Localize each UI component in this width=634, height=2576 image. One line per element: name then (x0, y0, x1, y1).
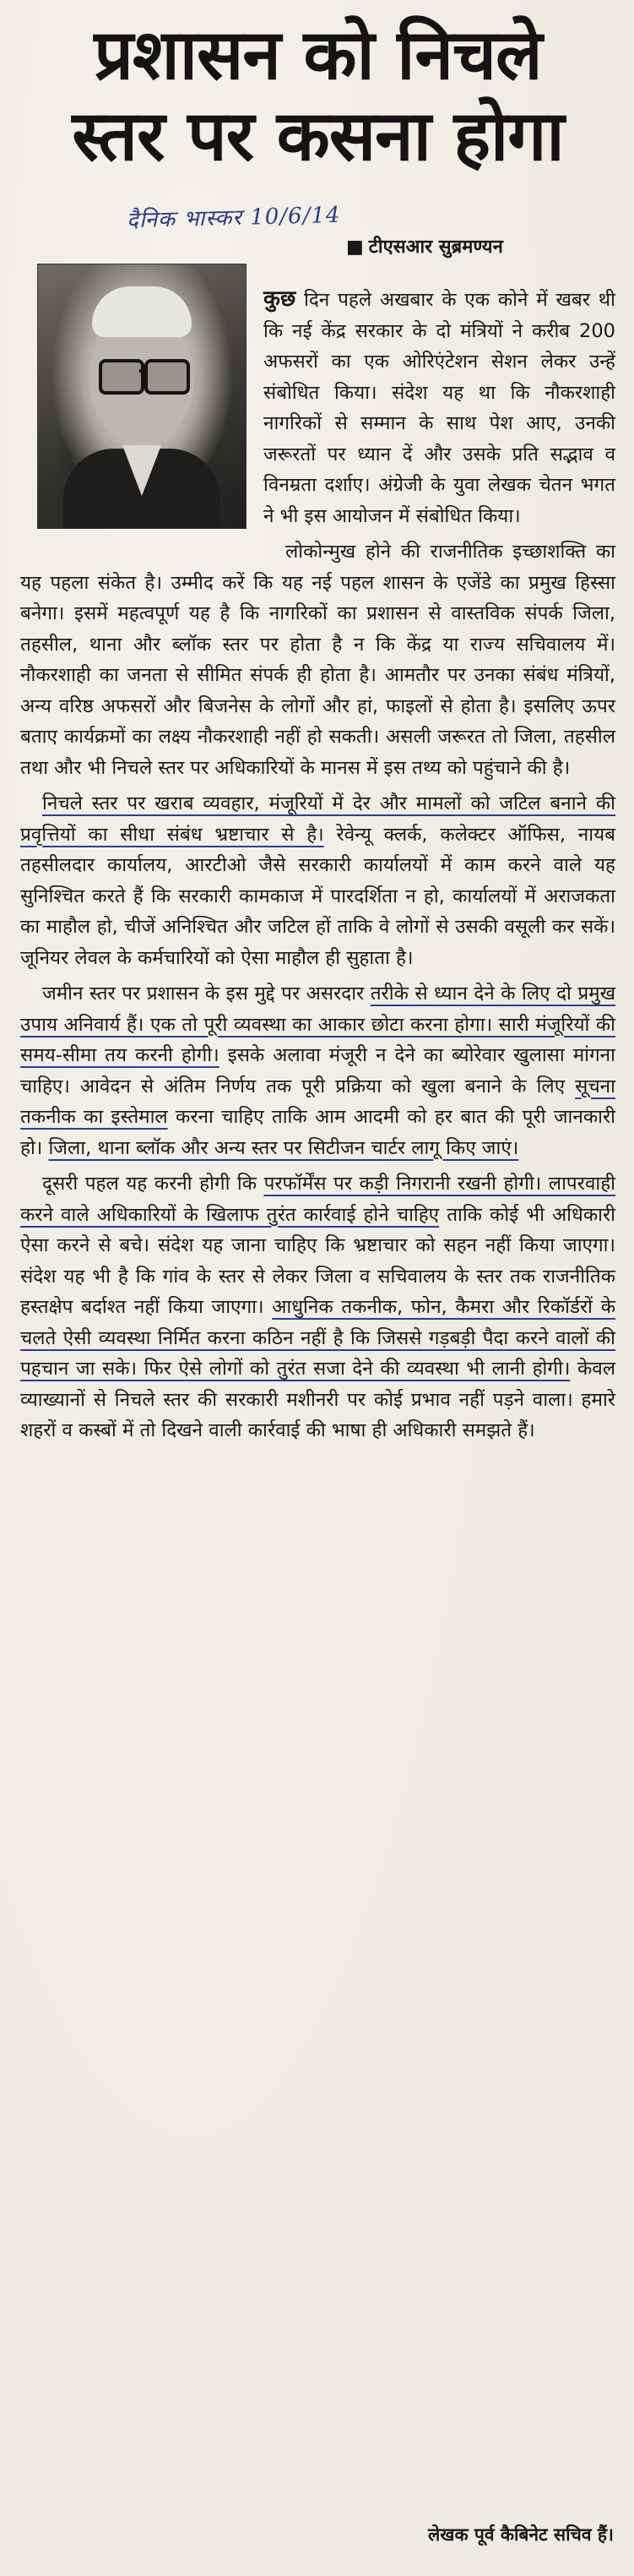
paragraph-5-underlined-1: परफॉर्मेंस पर कड़ी निगरानी रखनी होगी। लापरवाही करने वाले अधिकारियों के खिलाफ तुरंत कार्रवाई होने चाहिए (20, 1173, 615, 1226)
paragraph-4-underlined-3: जिला, थाना ब्लॉक और अन्य स्तर पर सिटीजन चार्टर लागू किए जाएं। (48, 1136, 519, 1159)
author-credit: लेखक पूर्व कैबिनेट सचिव हैं। (428, 2524, 614, 2545)
byline-bullet: ■ (346, 237, 364, 258)
paragraph-4-c: करना चाहिए ताकि आम आदमी को हर बात की पूरी जानकारी हो। (20, 1106, 615, 1159)
headline (22, 15, 614, 177)
byline (346, 233, 503, 259)
photo-wrap-spacer (20, 284, 263, 539)
paragraph-5-b: ताकि कोई भी अधिकारी ऐसा करने से बचे। संदेश यह जाना चाहिए कि भ्रष्टाचार को सहन नहीं किया जाएगा। संदेश यह भी है कि गांव के स्तर से लेकर जिला व सचिवालय के स्तर तक राजनीतिक हस्तक्षेप बर्दाश्त नहीं किया जाएगा। (20, 1203, 615, 1318)
paragraph-3-rest: रेवेन्यू क्लर्क, कलेक्टर ऑफिस, नायब तहसीलदार कार्यालय, आरटीओ जैसे सरकारी कार्यालयों में काम करने वाले यह सुनिश्चित करते हैं कि सरकारी कामकाज में पारदर्शिता न हो, कार्यालयों में अराजकता का माहौल हो, चीजें अनिश्चित और जटिल हों ताकि वे लोगों से उसकी वसूली कर सकें। जूनियर लेवल के कर्मचारियों को ऐसा माहौल ही सुहाता है। (20, 823, 615, 969)
headline-line-2: स्तर पर कसना होगा (72, 96, 564, 177)
paragraph-3 (20, 788, 615, 973)
paragraph-4-underlined-2: सूचना तकनीक का इस्तेमाल (20, 1075, 615, 1128)
paragraph-3-underlined: निचले स्तर पर खराब व्यवहार, मंजूरियों में देर और मामलों को जटिल बनाने की प्रवृत्तियों का सीधा संबंध भ्रष्टाचार से है। (20, 792, 615, 846)
paragraph-4-a: जमीन स्तर पर प्रशासन के इस मुद्दे पर असरदार (42, 983, 371, 1005)
paragraph-5-underlined-2: आधुनिक तकनीक, फोन, कैमरा और रिकॉर्डरों के चलते ऐसी व्यवस्था निर्मित करना कठिन नहीं है कि जिससे गड़बड़ी पैदा करने वालों की पहचान जा सके। फिर ऐसे लोगों को तुरंत सजा देने की व्यवस्था भी लानी होगी। (20, 1296, 615, 1380)
paragraph-4-b: इसके अलावा मंजूरी न देने का ब्योरेवार खुलासा मांगना चाहिए। आवेदन से अंतिम निर्णय तक पूरी प्रक्रिया को खुला बनाने के लिए (20, 1044, 615, 1097)
headline-line-1: प्रशासन को निचले (94, 15, 542, 95)
paragraph-4 (20, 978, 615, 1163)
paragraph-1-text: दिन पहले अखबार के एक कोने में खबर थी कि नई केंद्र सरकार के दो मंत्रियों ने करीब 200 अफसरों का एक ओरिएंटेशन सेशन लेकर उन्हें संबोधित किया। संदेश यह था कि नौकरशाही नागरिकों से सम्मान के साथ पेश आए, उनकी जरूरतों पर ध्यान दें और उसके प्रति सद्भाव व विनम्रता दर्शाए। अंग्रेजी के युवा लेखक चेतन भगत ने भी इस आयोजन में संबोधित किया। (263, 289, 615, 527)
paragraph-5-c: केवल व्याख्यानों से निचले स्तर की सरकारी मशीनरी पर कोई प्रभाव नहीं पड़ने वाला। हमारे शहरों व कस्बों में तो दिखने वाली कार्रवाई की भाषा ही अधिकारी समझते हैं। (20, 1358, 615, 1441)
article-body (20, 284, 615, 1451)
paragraph-5-a: दूसरी पहल यह करनी होगी कि (42, 1173, 264, 1195)
paragraph-2: लोकोन्मुख होने की राजनीतिक इच्छाशक्ति का यह पहला संकेत है। उम्मीद करें कि यह नई पहल शासन के एजेंडे का प्रमुख हिस्सा बनेगा। इसमें महत्वपूर्ण यह है कि नागरिकों का प्रशासन से वास्तविक संपर्क जिला, तहसील, थाना और ब्लॉक स्तर पर होता है न कि केंद्र या राज्य सचिवालय में। नौकरशाही का जनता से सीमित संपर्क ही होता है। आमतौर पर उनका संबंध मंत्रियों, अन्य वरिष्ठ अफसरों और बिजनेस के लोगों और हां, फाइलों से होता है। इसलिए ऊपर बताए कार्यक्रमों का लक्ष्य नौकरशाही नहीं हो सकती। असली जरूरत तो जिला, तहसील तथा और भी निचले स्तर पर अधिकारियों के मानस में इस तथ्य को पहुंचाने की है। (20, 541, 615, 779)
handwritten-date-note: दैनिक भास्कर 10/6/14 (126, 202, 341, 234)
paragraph-5 (20, 1168, 615, 1446)
lead-word: कुछ (263, 286, 296, 312)
author-name: टीएसआर सुब्रमण्यन (368, 237, 503, 258)
paragraph-4-underlined-1: तरीके से ध्यान देने के लिए दो प्रमुख उपाय अनिवार्य हैं। एक तो पूरी व्यवस्था का आकार छोटा करना होगा। सारी मंजूरियों की समय-सीमा तय करनी होगी। (20, 983, 615, 1066)
